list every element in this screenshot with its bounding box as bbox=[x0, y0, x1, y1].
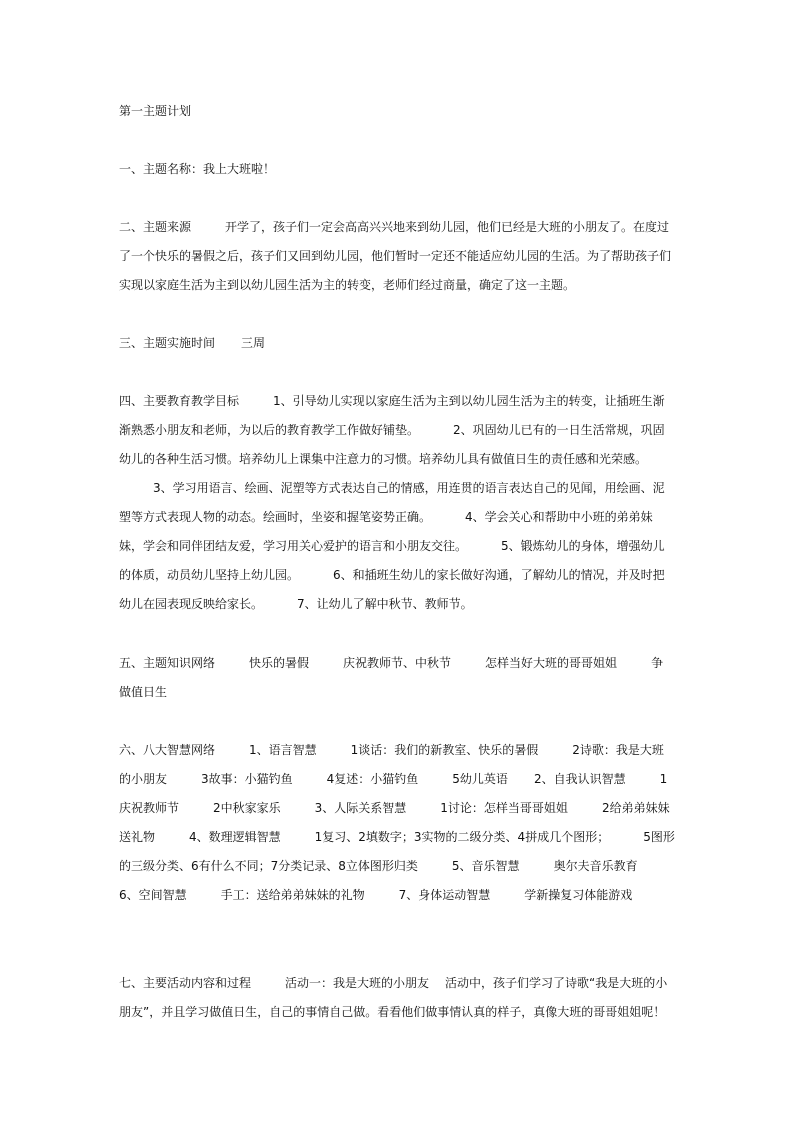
intelligence-item: 5图形的三级分类、6有什么不同；7分类记录、8立体图形归类 bbox=[119, 830, 675, 873]
intelligence-item: 3故事：小猫钓鱼 bbox=[201, 772, 293, 786]
section-theme-name bbox=[119, 155, 675, 184]
goal-item: 2、巩固幼儿已有的一日生活常规，巩固幼儿的各种生活习惯。培养幼儿上课集中注意力的习惯。培养幼儿具有做值日生的责任感和光荣感。 bbox=[119, 423, 665, 466]
section3-value: 三周 bbox=[241, 336, 266, 350]
section1-heading: 一、主题名称：我上大班啦！ bbox=[119, 162, 276, 176]
section3-heading: 三、主题实施时间 bbox=[119, 336, 216, 350]
section-activities bbox=[119, 969, 675, 1027]
title-text: 第一主题计划 bbox=[119, 104, 192, 118]
intelligence-item: 1、语言智慧 bbox=[249, 743, 317, 757]
section-goals bbox=[119, 387, 675, 619]
goal-item: 5、锻炼幼儿的身体，增强幼儿的体质，动员幼儿坚持上幼儿园。 bbox=[119, 539, 665, 582]
intelligence-item: 1复习、2填数字；3实物的二级分类、4拼成几个图形； bbox=[314, 830, 610, 844]
section-theme-source bbox=[119, 213, 675, 300]
intelligence-item: 2诗歌：我是大班的小朋友 bbox=[119, 743, 664, 786]
network-item: 争做值日生 bbox=[119, 656, 664, 699]
network-item: 快乐的暑假 bbox=[249, 656, 310, 670]
intelligence-item: 2、自我认识智慧 bbox=[533, 772, 626, 786]
section7-heading: 七、主要活动内容和过程 bbox=[119, 976, 252, 990]
intelligence-item: 4复述：小猫钓鱼 bbox=[326, 772, 419, 786]
section-duration bbox=[119, 329, 675, 358]
section7-body: 活动中，孩子们学习了诗歌“我是大班的小朋友”，并且学习做值日生，自己的事情自己做。看看他们做事情认真的样子，真像大班的哥哥姐姐呢！ bbox=[119, 976, 668, 1019]
section4-heading: 四、主要教育教学目标 bbox=[119, 394, 240, 408]
goal-item: 7、让幼儿了解中秋节、教师节。 bbox=[297, 597, 473, 611]
network-item: 怎样当好大班的哥哥姐姐 bbox=[485, 656, 618, 670]
intelligence-item: 5幼儿英语 bbox=[452, 772, 508, 786]
document-title bbox=[119, 97, 675, 126]
intelligence-item: 4、数理逻辑智慧 bbox=[189, 830, 281, 844]
activity-title: 活动一：我是大班的小朋友 bbox=[285, 976, 430, 990]
intelligence-item: 奥尔夫音乐教育 bbox=[553, 859, 638, 873]
intelligence-item: 7、身体运动智慧 bbox=[398, 888, 491, 902]
section-intelligence-network bbox=[119, 736, 675, 910]
intelligence-item: 1谈话：我们的新教室、快乐的暑假 bbox=[350, 743, 539, 757]
intelligence-item: 5、音乐智慧 bbox=[451, 859, 520, 873]
goal-item: 4、学会关心和帮助中小班的弟弟妹妹，学会和同伴团结友爱，学习用关心爱护的语言和小朋友交往。 bbox=[119, 510, 653, 553]
section2-body: 开学了，孩子们一定会高高兴兴地来到幼儿园，他们已经是大班的小朋友了。在度过了一个快乐的暑假之后，孩子们又回到幼儿园，他们暂时一定还不能适应幼儿园的生活。为了帮助孩子们实现以家庭生活为主到以幼儿园生活为主的转变，老师们经过商量，确定了这一主题。 bbox=[119, 220, 672, 292]
intelligence-item: 2给弟弟妹妹送礼物 bbox=[119, 801, 670, 844]
goal-item: 3、学习用语言、绘画、泥塑等方式表达自己的情感，用连贯的语言表达自己的见闻，用绘画、泥塑等方式表现人物的动态。绘画时，坐姿和握笔姿势正确。 bbox=[119, 481, 665, 524]
intelligence-item: 1讨论：怎样当哥哥姐姐 bbox=[440, 801, 568, 815]
section5-heading: 五、主题知识网络 bbox=[119, 656, 216, 670]
intelligence-item: 6、空间智慧 bbox=[119, 888, 187, 902]
section2-heading: 二、主题来源 bbox=[119, 220, 192, 234]
goal-item: 1、引导幼儿实现以家庭生活为主到以幼儿园生活为主的转变，让插班生渐渐熟悉小朋友和老师，为以后的教育教学工作做好铺垫。 bbox=[119, 394, 665, 437]
intelligence-item: 1庆祝教师节 bbox=[119, 772, 668, 815]
goal-item: 6、和插班生幼儿的家长做好沟通，了解幼儿的情况，并及时把幼儿在园表现反映给家长。 bbox=[119, 568, 665, 611]
section6-heading: 六、八大智慧网络 bbox=[119, 743, 216, 757]
intelligence-item: 3、人际关系智慧 bbox=[314, 801, 407, 815]
section-knowledge-network bbox=[119, 649, 675, 707]
intelligence-item: 手工：送给弟弟妹妹的礼物 bbox=[220, 888, 365, 902]
intelligence-item: 2中秋家家乐 bbox=[213, 801, 281, 815]
intelligence-item: 学新操复习体能游戏 bbox=[524, 888, 633, 902]
network-item: 庆祝教师节、中秋节 bbox=[343, 656, 452, 670]
